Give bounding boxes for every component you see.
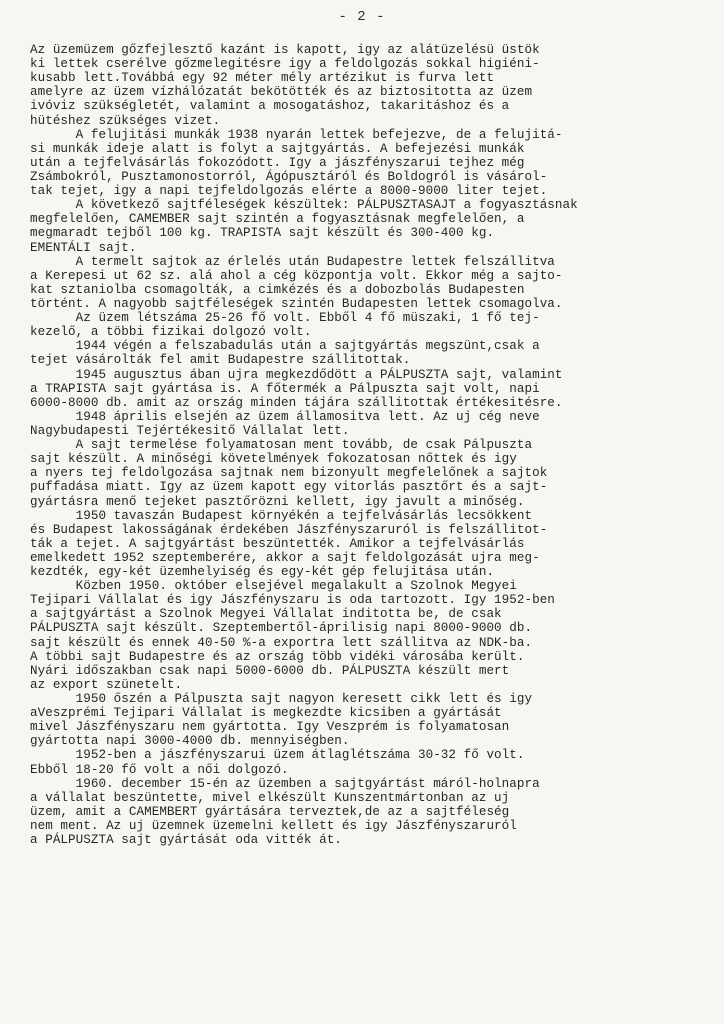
text-line: történt. A nagyobb sajtféleségek szintén Budapesten lettek csomagolva. <box>30 296 563 311</box>
text-line: Nyári időszakban csak napi 5000-6000 db. PÁLPUSZTA készült mert <box>30 663 510 678</box>
typewritten-text-body <box>30 43 710 847</box>
text-line: a TRAPISTA sajt gyártása is. A főtermék a Pálpuszta sajt volt, napi <box>30 381 540 396</box>
text-line: 1948 április elsején az üzem államositva lett. Az uj cég neve <box>30 409 540 424</box>
text-line: 1944 végén a felszabadulás után a sajtgyártás megszünt,csak a <box>30 339 540 354</box>
text-line: Ebből 18-20 fő volt a női dolgozó. <box>30 762 289 777</box>
text-line: üzem, amit a CAMEMBERT gyártására terveztek,de az a sajtféleség <box>30 804 510 819</box>
text-line: után a tejfelvásárlás fokozódott. Igy a jászfényszarui tejhez még <box>30 155 525 170</box>
text-line: puffadása miatt. Igy az üzem kapott egy vitorlás pasztőrt és a sajt- <box>30 480 548 495</box>
text-line: mivel Jászfényszaru nem gyártotta. Igy Veszprém is folyamatosan <box>30 720 510 735</box>
text-line: a vállalat beszüntette, mivel elkészült Kunszentmártonban az uj <box>30 790 510 805</box>
text-line: A felujitási munkák 1938 nyarán lettek befejezve, de a felujitá- <box>30 127 563 142</box>
text-line: gyártásra menő tejeket pasztőrözni kellett, igy javult a minőség. <box>30 494 525 509</box>
text-line: A termelt sajtok az érlelés után Budapestre lettek felszállitva <box>30 254 555 269</box>
text-line: kezelő, a többi fizikai dolgozó volt. <box>30 325 312 340</box>
text-line: megmaradt tejből 100 kg. TRAPISTA sajt készült és 300-400 kg. <box>30 226 495 241</box>
text-line: Az üzem létszáma 25-26 fő volt. Ebből 4 fő müszaki, 1 fő tej- <box>30 311 540 326</box>
text-line: ták a tejet. A sajtgyártást beszüntették. Amikor a tejfelvásárlás <box>30 536 525 551</box>
text-line: kezdték, egy-két üzemhelyiség és egy-két gép felujitása után. <box>30 565 495 580</box>
text-line: nem ment. Az uj üzemnek üzemelni kellett és igy Jászfényszaruról <box>30 819 517 834</box>
text-line: A többi sajt Budapestre és az ország több vidéki városába került. <box>30 649 525 664</box>
text-line: Nagybudapesti Tejértékesitő Vállalat lett. <box>30 423 350 438</box>
text-line: ki lettek cserélve gőzmelegitésre igy a feldolgozás sokkal higiéni- <box>30 57 540 72</box>
text-line: Az üzemüzem gőzfejlesztő kazánt is kapott, igy az alátüzelésü üstök <box>30 43 540 57</box>
text-line: 1952-ben a jászfényszarui üzem átlaglétszáma 30-32 fő volt. <box>30 748 525 763</box>
text-line: kat sztaniolba csomagolták, a cimkézés és a dobozbolás Budapesten <box>30 282 525 297</box>
text-line: a sajtgyártást a Szolnok Megyei Vállalat inditotta be, de csak <box>30 607 502 622</box>
text-line: hütéshez szükséges vizet. <box>30 113 221 128</box>
text-line: tejet vásárolták fel amit Budapestre szállitottak. <box>30 353 411 368</box>
text-line: A következő sajtféleségek készültek: PÁLPUSZTASAJT a fogyasztásnak <box>30 198 578 213</box>
page-number: - 2 - <box>338 9 386 25</box>
text-line: Közben 1950. október elsejével megalakult a Szolnok Megyei <box>30 579 517 594</box>
text-line: sajt készült és ennek 40-50 %-a exportra lett szállitva az NDK-ba. <box>30 635 533 650</box>
text-line: tak tejet, igy a napi tejfeldolgozás elérte a 8000-9000 liter tejet. <box>30 184 548 199</box>
text-line: A sajt termelése folyamatosan ment tovább, de csak Pálpuszta <box>30 438 533 453</box>
text-line: a nyers tej feldolgozása sajtnak nem bizonyult megfelelőnek a sajtok <box>30 466 548 481</box>
text-line: ivóviz szükségletét, valamint a mosogatáshoz, takaritáshoz és a <box>30 99 510 114</box>
text-line: gyártotta napi 3000-4000 db. mennyiségben. <box>30 734 350 749</box>
text-line: a Kerepesi ut 62 sz. alá ahol a cég központja volt. Ekkor még a sajto- <box>30 268 563 283</box>
text-line: amelyre az üzem vízhálózatát bekötötték és az biztositotta az üzem <box>30 85 533 100</box>
text-line: a PÁLPUSZTA sajt gyártását oda vitték át. <box>30 833 342 848</box>
text-line: 6000-8000 db. amit az ország minden tájára szállitottak értékesitésre. <box>30 395 563 410</box>
text-line: sajt készült. A minőségi követelmények fokozatosan nőttek és igy <box>30 452 517 467</box>
text-line: megfelelően, CAMEMBER sajt szintén a fogyasztásnak megfelelően, a <box>30 212 525 227</box>
text-line: emelkedett 1952 szeptemberére, akkor a sajt feldolgozását ujra meg- <box>30 550 540 565</box>
text-line: kusabb lett.Továbbá egy 92 méter mély artézikut is furva lett <box>30 71 495 86</box>
text-line: si munkák ideje alatt is folyt a sajtgyártás. A befejezési munkák <box>30 141 525 156</box>
text-line: Zsámbokról, Pusztamonostorról, Ágópusztáról és Boldogról is vásárol- <box>30 169 548 184</box>
text-line: aVeszprémi Tejipari Vállalat is megkezdte kicsiben a gyártását <box>30 706 502 721</box>
text-line: 1950 tavaszán Budapest környékén a tejfelvásárlás lecsökkent <box>30 508 533 523</box>
text-line: 1960. december 15-én az üzemben a sajtgyártást máról-holnapra <box>30 776 540 791</box>
text-line: Tejipari Vállalat és igy Jászfényszaru is oda tartozott. Igy 1952-ben <box>30 593 555 608</box>
text-line: PÁLPUSZTA sajt készült. Szeptembertől-áprilisig napi 8000-9000 db. <box>30 621 533 636</box>
text-line: 1950 őszén a Pálpuszta sajt nagyon keresett cikk lett és igy <box>30 692 533 707</box>
text-line: és Budapest lakosságának érdekében Jászfényszaruról is felszállitot- <box>30 522 548 537</box>
text-line: az export szünetelt. <box>30 677 183 692</box>
text-line: EMENTÁLI sajt. <box>30 240 137 255</box>
text-line: 1945 augusztus ában ujra megkezdődött a PÁLPUSZTA sajt, valamint <box>30 367 563 382</box>
